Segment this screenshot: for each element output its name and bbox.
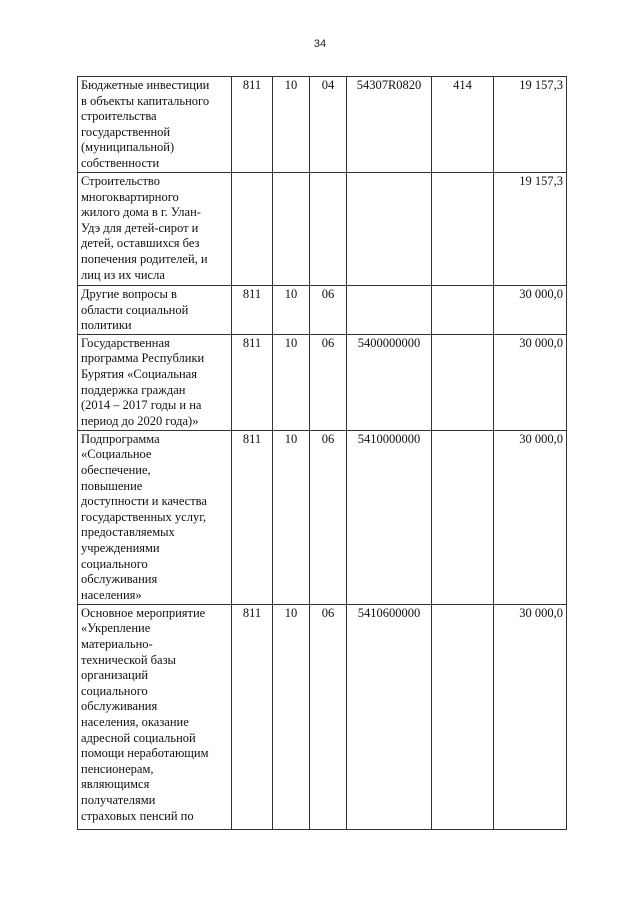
name-cell (78, 77, 232, 173)
name-line: населения, оказание (81, 714, 189, 729)
name-line: области социальной (81, 302, 189, 317)
name-line: строительства (81, 109, 157, 124)
name-line: социального (81, 683, 148, 698)
name-line: пенсионерам, (81, 761, 154, 776)
table-row (78, 77, 567, 173)
amount-cell: 30 000,0 (494, 334, 567, 430)
name-line: лиц из их числа (81, 267, 165, 282)
page-number: 34 (313, 38, 327, 50)
name-line: жилого дома в г. Улан- (81, 205, 201, 220)
expense-type-cell (432, 430, 494, 604)
name-line: страховых пенсий по (81, 808, 194, 823)
target-article-cell: 54307R0820 (347, 77, 432, 173)
name-line: собственности (81, 155, 160, 170)
name-line: в объекты капитального (81, 93, 210, 108)
subsection-code-cell: 06 (310, 286, 347, 335)
target-article-cell: 5400000000 (347, 334, 432, 430)
expense-type-cell (432, 604, 494, 829)
target-article-cell: 5410000000 (347, 430, 432, 604)
name-line: учреждениями (81, 540, 160, 555)
name-line: (муниципальной) (81, 140, 175, 155)
name-cell (78, 430, 232, 604)
name-line: доступности и качества (81, 494, 207, 509)
table-row (78, 334, 567, 430)
section-code-cell: 10 (273, 286, 310, 335)
name-line: организаций (81, 668, 149, 683)
name-line: Строительство (81, 174, 161, 188)
section-code-cell: 10 (273, 334, 310, 430)
expense-type-cell (432, 334, 494, 430)
subsection-code-cell: 06 (310, 430, 347, 604)
name-line: политики (81, 318, 132, 333)
amount-cell: 19 157,3 (494, 77, 567, 173)
table-row (78, 604, 567, 829)
amount-cell: 19 157,3 (494, 173, 567, 286)
name-line: Основное мероприятие (81, 605, 206, 620)
name-cell (78, 173, 232, 286)
name-line: государственных услуг, (81, 509, 207, 524)
name-line: Удэ для детей-сирот и (81, 220, 199, 235)
expense-type-cell (432, 173, 494, 286)
name-line: период до 2020 года)» (81, 413, 199, 428)
subsection-code-cell: 06 (310, 604, 347, 829)
target-article-cell: 5410600000 (347, 604, 432, 829)
section-code-cell: 10 (273, 77, 310, 173)
budget-table (77, 76, 567, 830)
name-line: населения» (81, 587, 142, 602)
table-row (78, 286, 567, 335)
name-line: обслуживания (81, 699, 158, 714)
expense-type-cell (432, 286, 494, 335)
amount-cell: 30 000,0 (494, 286, 567, 335)
ved-code-cell: 811 (232, 77, 273, 173)
subsection-code-cell (310, 173, 347, 286)
name-line: получателями (81, 792, 156, 807)
name-line: повышение (81, 478, 143, 493)
name-line: детей, оставшихся без (81, 236, 200, 251)
target-article-cell (347, 286, 432, 335)
name-cell (78, 604, 232, 829)
name-line: «Укрепление (81, 621, 151, 636)
name-line: многоквартирного (81, 189, 179, 204)
name-line: государственной (81, 124, 171, 139)
name-line: Бюджетные инвестиции (81, 78, 210, 92)
name-line: (2014 – 2017 годы и на (81, 398, 202, 413)
name-line: предоставляемых (81, 525, 175, 540)
section-code-cell: 10 (273, 604, 310, 829)
name-line: социального (81, 556, 148, 571)
ved-code-cell: 811 (232, 430, 273, 604)
table-row (78, 173, 567, 286)
name-line: адресной социальной (81, 730, 196, 745)
section-code-cell: 10 (273, 430, 310, 604)
ved-code-cell (232, 173, 273, 286)
name-line: помощи неработающим (81, 746, 209, 761)
name-line: программа Республики (81, 351, 205, 366)
name-line: «Социальное (81, 447, 152, 462)
table-row (78, 430, 567, 604)
amount-cell: 30 000,0 (494, 604, 567, 829)
name-line: поддержка граждан (81, 382, 186, 397)
name-cell (78, 286, 232, 335)
name-line: обслуживания (81, 572, 158, 587)
amount-cell: 30 000,0 (494, 430, 567, 604)
name-line: технической базы (81, 652, 176, 667)
expense-type-cell: 414 (432, 77, 494, 173)
name-cell (78, 334, 232, 430)
name-line: являющимся (81, 777, 150, 792)
name-line: Другие вопросы в (81, 287, 177, 301)
ved-code-cell: 811 (232, 286, 273, 335)
name-line: обеспечение, (81, 462, 151, 477)
name-line: Бурятия «Социальная (81, 366, 197, 381)
name-line: попечения родителей, и (81, 251, 208, 266)
target-article-cell (347, 173, 432, 286)
name-line: Государственная (81, 335, 170, 350)
subsection-code-cell: 06 (310, 334, 347, 430)
subsection-code-cell: 04 (310, 77, 347, 173)
name-line: Подпрограмма (81, 431, 160, 446)
name-line: материально- (81, 636, 153, 651)
ved-code-cell: 811 (232, 334, 273, 430)
section-code-cell (273, 173, 310, 286)
ved-code-cell: 811 (232, 604, 273, 829)
